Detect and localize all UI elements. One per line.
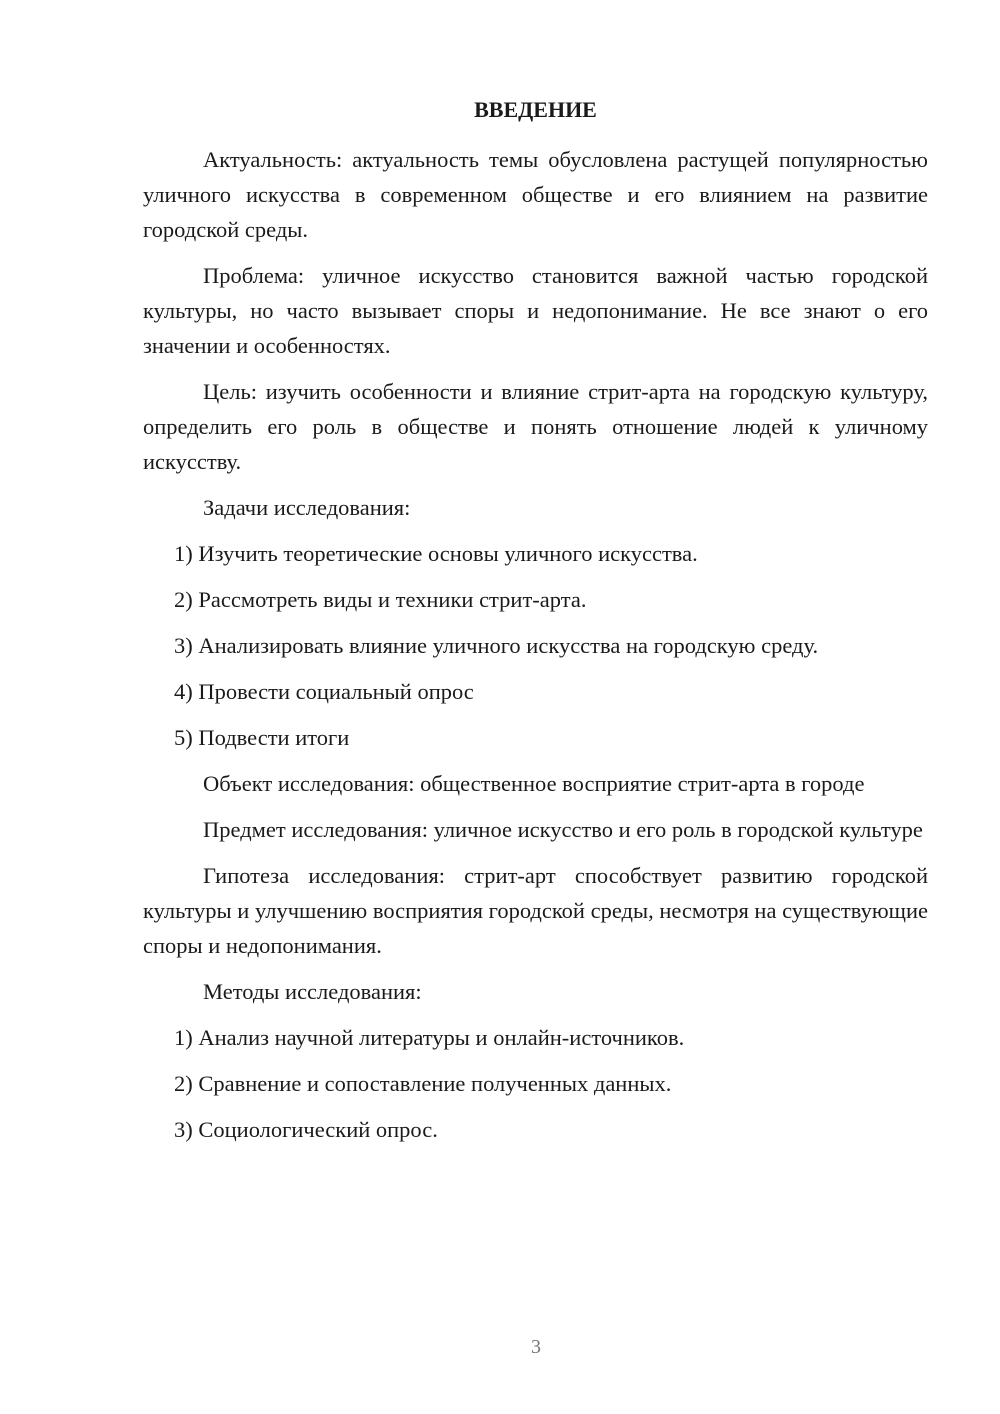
methods-heading: Методы исследования: [203, 979, 422, 1004]
section-title: ВВЕДЕНИЕ [474, 97, 597, 122]
task-item: 4) Провести социальный опрос [174, 679, 474, 704]
object-paragraph: Объект исследования: общественное восприятие стрит-арта в городе [203, 771, 865, 796]
hypothesis-paragraph: Гипотеза исследования: стрит-арт способствует развитию городской культуры и улучшению восприятия городской среды, несмотря на существующие споры и недопонимания. [143, 863, 928, 958]
task-item: 1) Изучить теоретические основы уличного искусства. [174, 541, 698, 566]
methods-list [143, 1020, 928, 1147]
method-item: 2) Сравнение и сопоставление полученных данных. [174, 1071, 672, 1096]
task-item: 2) Рассмотреть виды и техники стрит-арта. [174, 587, 587, 612]
document-body [143, 92, 928, 1158]
subject-paragraph: Предмет исследования: уличное искусство и его роль в городской культуре [203, 817, 923, 842]
tasks-list [143, 536, 928, 755]
tasks-heading: Задачи исследования: [203, 495, 411, 520]
task-item: 5) Подвести итоги [174, 725, 350, 750]
page-number: 3 [531, 1336, 541, 1358]
method-item: 3) Социологический опрос. [174, 1117, 438, 1142]
problem-paragraph: Проблема: уличное искусство становится важной частью городской культуры, но часто вызывает споры и недопонимание. Не все знают о его значении и особенностях. [143, 263, 928, 358]
method-item: 1) Анализ научной литературы и онлайн-источников. [174, 1025, 685, 1050]
task-item: 3) Анализировать влияние уличного искусства на городскую среду. [174, 633, 819, 658]
goal-paragraph: Цель: изучить особенности и влияние стрит-арта на городскую культуру, определить его роль в обществе и понять отношение людей к уличному искусству. [143, 379, 928, 474]
relevance-paragraph: Актуальность: актуальность темы обусловлена растущей популярностью уличного искусства в современном обществе и его влиянием на развитие городской среды. [143, 147, 928, 242]
